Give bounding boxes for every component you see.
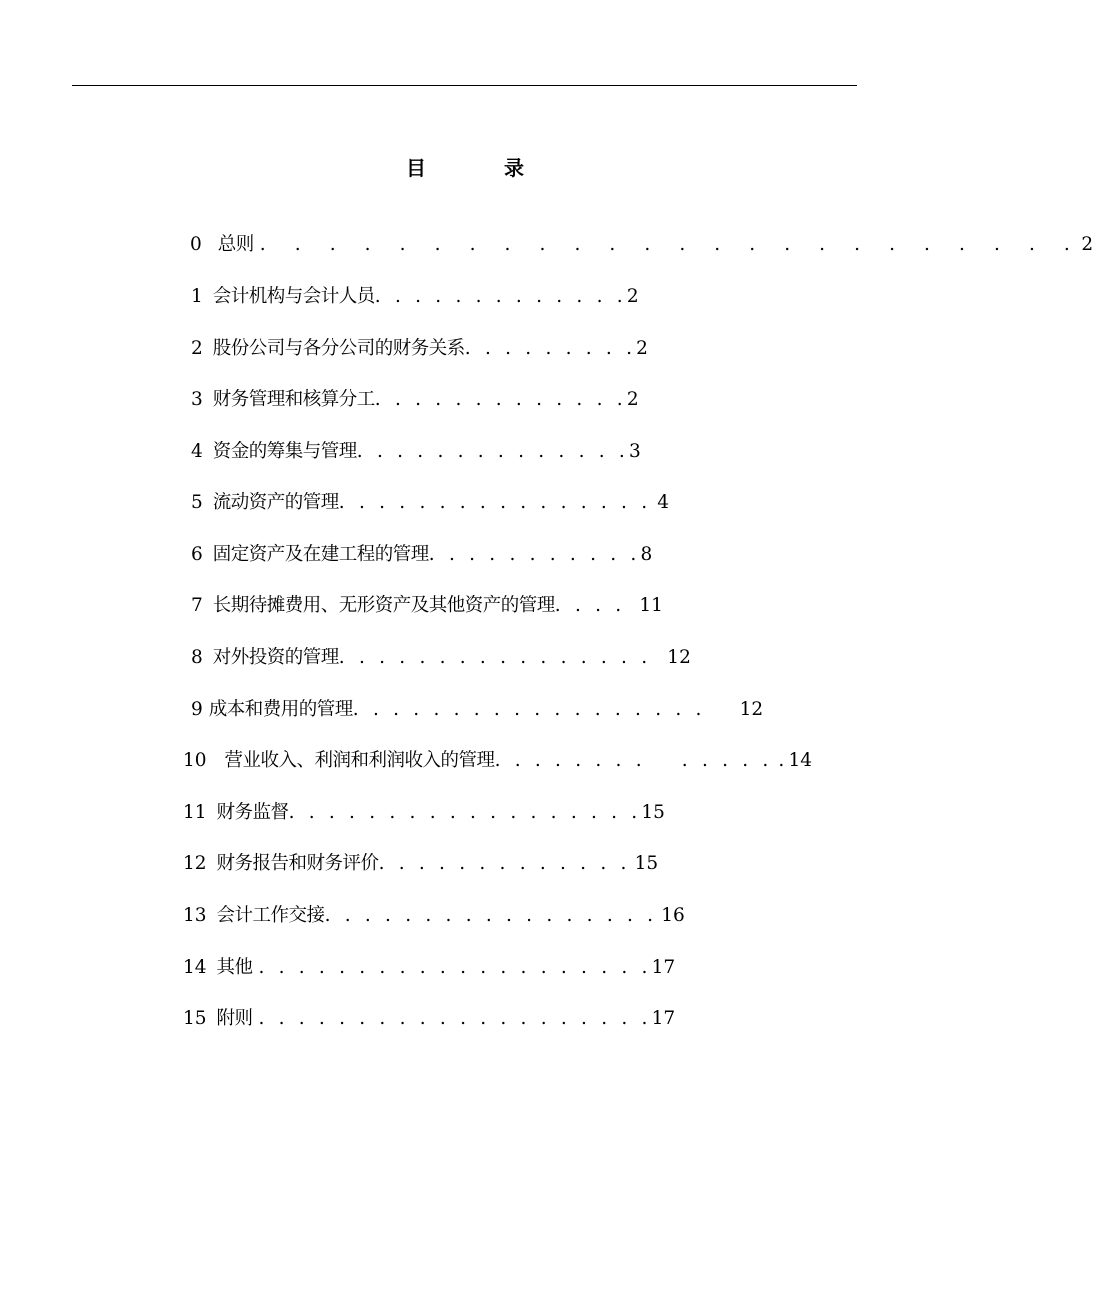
toc-title — [0, 154, 920, 184]
toc-entry-leader: . . . . . . . . . . . . . — [374, 286, 627, 307]
toc-entry-6[interactable] — [191, 542, 652, 568]
toc-entry-page: 2 — [626, 286, 639, 307]
toc-entry-label: 财务管理和核算分工 — [212, 389, 375, 410]
toc-entry-10[interactable] — [183, 748, 812, 774]
toc-entry-leader: . . . . . . . . . . . . . . . . . . — [352, 699, 706, 720]
toc-entry-label: 附则 — [216, 1008, 253, 1029]
toc-entry-label: 会计机构与会计人员 — [212, 286, 375, 307]
toc-entry-page: 15 — [641, 802, 665, 823]
toc-entry-page: 17 — [651, 957, 676, 978]
toc-entry-label: 对外投资的管理 — [212, 647, 339, 668]
toc-entry-page: 17 — [651, 1008, 676, 1029]
toc-entry-number: 4 — [191, 441, 203, 462]
toc-entry-leader: . . . . — [554, 595, 626, 616]
toc-entry-5[interactable] — [191, 490, 669, 516]
toc-entry-number: 10 — [183, 750, 207, 771]
toc-entry-label: 其他 — [216, 957, 253, 978]
toc-entry-13[interactable] — [183, 903, 685, 929]
toc-entry-leader: . . . . . . . . . . . . . . . . — [288, 802, 602, 823]
toc-entry-page: 2 — [636, 338, 648, 359]
toc-entry-number: 14 — [183, 957, 207, 978]
toc-title-char-1: 目 — [406, 156, 426, 180]
toc-entry-number: 5 — [191, 492, 203, 513]
toc-entry-9[interactable] — [191, 697, 763, 723]
toc-entry-2[interactable] — [191, 336, 648, 362]
toc-entry-number: 2 — [191, 338, 203, 359]
toc-entry-leader-2: . . — [611, 802, 642, 823]
toc-entry-4[interactable] — [191, 439, 641, 465]
toc-entry-number: 6 — [191, 544, 203, 565]
toc-entry-label: 股份公司与各分公司的财务关系 — [212, 338, 465, 359]
toc-entry-leader: . . . . . . . . . . . . . . . . . . . . — [258, 957, 652, 978]
toc-entry-page: 11 — [639, 595, 663, 616]
toc-entry-8[interactable] — [191, 645, 691, 671]
toc-entry-leader: . . . . . . . . . . . . . . . . — [338, 647, 652, 668]
toc-entry-label: 成本和费用的管理 — [208, 699, 353, 720]
toc-entry-label: 资金的筹集与管理 — [212, 441, 357, 462]
toc-entry-label: 会计工作交接 — [216, 905, 325, 926]
toc-entry-leader: . . . . . . . . . . . . . . . . . — [324, 905, 658, 926]
toc-entry-14[interactable] — [183, 955, 675, 981]
toc-entry-label: 长期待摊费用、无形资产及其他资产的管理 — [212, 595, 555, 616]
toc-entry-label: 固定资产及在建工程的管理 — [212, 544, 429, 565]
toc-title-char-2: 录 — [504, 156, 524, 180]
toc-entry-number: 15 — [183, 1008, 207, 1029]
toc-entry-number: 12 — [183, 853, 207, 874]
toc-entry-number: 13 — [183, 905, 207, 926]
toc-entry-leader: . . . . . . . . . . . . . . . . . . . . — [258, 1008, 652, 1029]
toc-entry-leader: . . . . . . . . . . . . . . . . . . . . . . . . — [259, 234, 1082, 255]
toc-entry-number: 11 — [183, 802, 207, 823]
toc-entry-leader: . . . . . . . . . . . . . . — [356, 441, 629, 462]
toc-entry-number: 3 — [191, 389, 203, 410]
toc-entry-15[interactable] — [183, 1006, 675, 1032]
toc-entry-number: 8 — [191, 647, 203, 668]
toc-entry-leader-2: . . . . . — [681, 750, 773, 771]
toc-entry-page: 4 — [657, 492, 669, 513]
toc-entry-page: 12 — [739, 699, 764, 720]
toc-entry-page: 8 — [640, 544, 653, 565]
toc-entry-number: 7 — [191, 595, 203, 616]
toc-entry-page: 12 — [667, 647, 691, 668]
toc-entry-0[interactable] — [190, 232, 1093, 258]
toc-entry-number: 9 — [191, 699, 203, 720]
toc-entry-label: 财务监督 — [216, 802, 289, 823]
toc-entry-leader: . . . . . . . . . — [464, 338, 637, 359]
toc-entry-label: 总则 — [217, 234, 254, 255]
toc-entry-1[interactable] — [191, 284, 639, 310]
toc-entry-3[interactable] — [191, 387, 639, 413]
toc-entry-7[interactable] — [191, 593, 663, 619]
toc-entry-page: 14 — [788, 750, 813, 771]
toc-entry-page: 2 — [626, 389, 639, 410]
toc-entry-label: 流动资产的管理 — [212, 492, 339, 513]
toc-entry-11[interactable] — [183, 800, 665, 826]
toc-entry-page: 16 — [661, 905, 685, 926]
toc-entry-leader: . . . . . . . . . . . . . . . . — [338, 492, 652, 513]
toc-entry-number: 1 — [191, 286, 203, 307]
toc-entry-page: 15 — [634, 853, 659, 874]
toc-entry-leader: . . . . . . . . . . . — [428, 544, 641, 565]
toc-entry-12[interactable] — [183, 851, 658, 877]
toc-entry-leader-3: . — [778, 750, 789, 771]
toc-entry-page: 3 — [628, 441, 641, 462]
toc-entry-label: 财务报告和财务评价 — [216, 853, 379, 874]
toc-entry-number: 0 — [190, 234, 202, 255]
toc-entry-leader: . . . . . . . . . . . . . — [374, 389, 627, 410]
toc-entry-label: 营业收入、利润和利润收入的管理 — [224, 750, 495, 771]
toc-entry-page: 2 — [1081, 234, 1093, 255]
toc-entry-leader: . . . . . . . . — [494, 750, 646, 771]
header-rule — [72, 85, 857, 86]
toc-entry-leader: . . . . . . . . . . . . . — [378, 853, 631, 874]
